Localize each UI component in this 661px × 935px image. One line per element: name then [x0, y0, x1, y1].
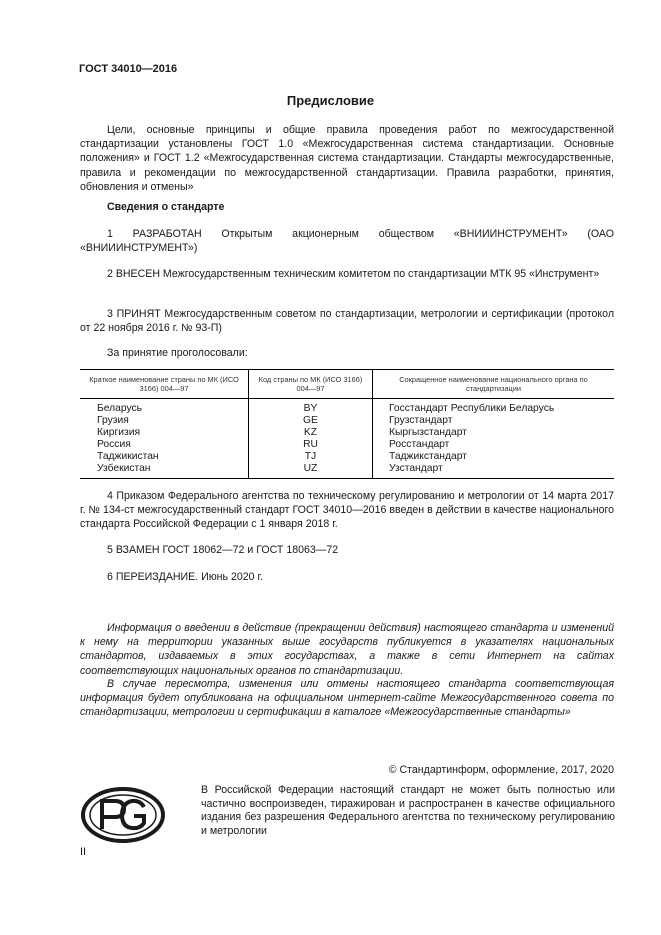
column-header-code: Код страны по МК (ИСО 3166) 004—97 — [249, 370, 373, 399]
page-number: II — [80, 846, 87, 858]
item-reissue: 6 ПЕРЕИЗДАНИЕ. Июнь 2020 г. — [107, 571, 264, 583]
doc-code: ГОСТ 34010—2016 — [79, 63, 178, 75]
cell-country: Грузия — [97, 415, 129, 426]
item-replaces: 5 ВЗАМЕН ГОСТ 18062—72 и ГОСТ 18063—72 — [107, 544, 339, 556]
column-header-country: Краткое наименование страны по МК (ИСО 3166) 004—97 — [80, 370, 249, 399]
column-header-body: Сокращенное наименование национального органа по стандартизации — [373, 370, 615, 399]
cell-body: Росстандарт — [373, 439, 615, 451]
rst-logo-icon — [80, 786, 166, 849]
info-note: Информация о введении в действие (прекращении действия) настоящего стандарта и изменений к нему на территории указанных выше государств публикуется в указателях национальных стандартов, издаваемых в этих государствах, а также в сети Интернет на сайтах соответствующих национальных органов по стандартизации. — [80, 622, 614, 677]
cell-body: Госстандарт Республики Беларусь — [373, 399, 615, 416]
item-adopted: 3 ПРИНЯТ Межгосударственным советом по стандартизации, метрологии и сертификации (протокол от 22 ноября 2016 г. № 93-П) — [80, 308, 614, 335]
revision-note: В случае пересмотра, изменения или отмены настоящего стандарта соответствующая информация будет опубликована на официальном интернет-сайте Межгосударственного совета по стандартизации, метрологии и сертификации в каталоге «Межгосударственные стандарты» — [80, 678, 614, 719]
voted-label: За принятие проголосовали: — [107, 347, 248, 359]
cell-body: Таджикстандарт — [373, 451, 615, 463]
page-title: Предисловие — [286, 93, 375, 108]
table-row — [80, 451, 614, 463]
cell-country: Киргизия — [97, 427, 141, 438]
item-developed: 1 РАЗРАБОТАН Открытым акционерным обществом «ВНИИИНСТРУМЕНТ» (ОАО «ВНИИИНСТРУМЕНТ») — [80, 228, 614, 255]
cell-body: Узстандарт — [373, 463, 615, 479]
copyright-notice: В Российской Федерации настоящий стандарт не может быть полностью или частично воспроизведен, тиражирован и распространен в качестве официального издания без разрешения Федерального агентства по техническому регулированию и метрологии — [201, 784, 615, 837]
cell-code: TJ — [249, 451, 373, 463]
cell-code: RU — [249, 439, 373, 451]
item-enacted: 4 Приказом Федерального агентства по техническому регулированию и метрологии от 14 марта 2017 г. № 134-ст межгосударственный стандарт ГОСТ 34010—2016 введен в действии в качестве национального стандарта Российской Федерации с 1 января 2018 г. — [80, 490, 614, 531]
cell-country: Таджикистан — [97, 451, 159, 462]
cell-body: Грузстандарт — [373, 415, 615, 427]
info-heading: Сведения о стандарте — [107, 201, 225, 213]
cell-code: KZ — [249, 427, 373, 439]
table-row — [80, 427, 614, 439]
item-introduced: 2 ВНЕСЕН Межгосударственным техническим комитетом по стандартизации МТК 95 «Инструмент» — [107, 268, 600, 280]
intro-paragraph: Цели, основные принципы и общие правила проведения работ по межгосударственной стандартизации установлены ГОСТ 1.0 «Межгосударственная система стандартизации. Основные положения» и ГОСТ 1.2 «Межгосударственная система стандартизации. Стандарты межгосударственные, правила и рекомендации по межгосударственной стандартизации. Правила разработки, принятия, обновления и отмены» — [80, 124, 614, 193]
table-row — [80, 415, 614, 427]
cell-code: GE — [249, 415, 373, 427]
cell-country: Россия — [97, 439, 131, 450]
table-row — [80, 399, 614, 416]
voting-table — [80, 369, 614, 479]
cell-code: BY — [249, 399, 373, 416]
table-row — [80, 463, 614, 479]
cell-country: Узбекистан — [80, 463, 249, 479]
copyright-line: © Стандартинформ, оформление, 2017, 2020 — [388, 764, 614, 776]
table-header-row — [80, 370, 614, 399]
cell-code: UZ — [249, 463, 373, 479]
cell-body: Кыргызстандарт — [373, 427, 615, 439]
table-row — [80, 439, 614, 451]
cell-country: Беларусь — [97, 403, 143, 414]
